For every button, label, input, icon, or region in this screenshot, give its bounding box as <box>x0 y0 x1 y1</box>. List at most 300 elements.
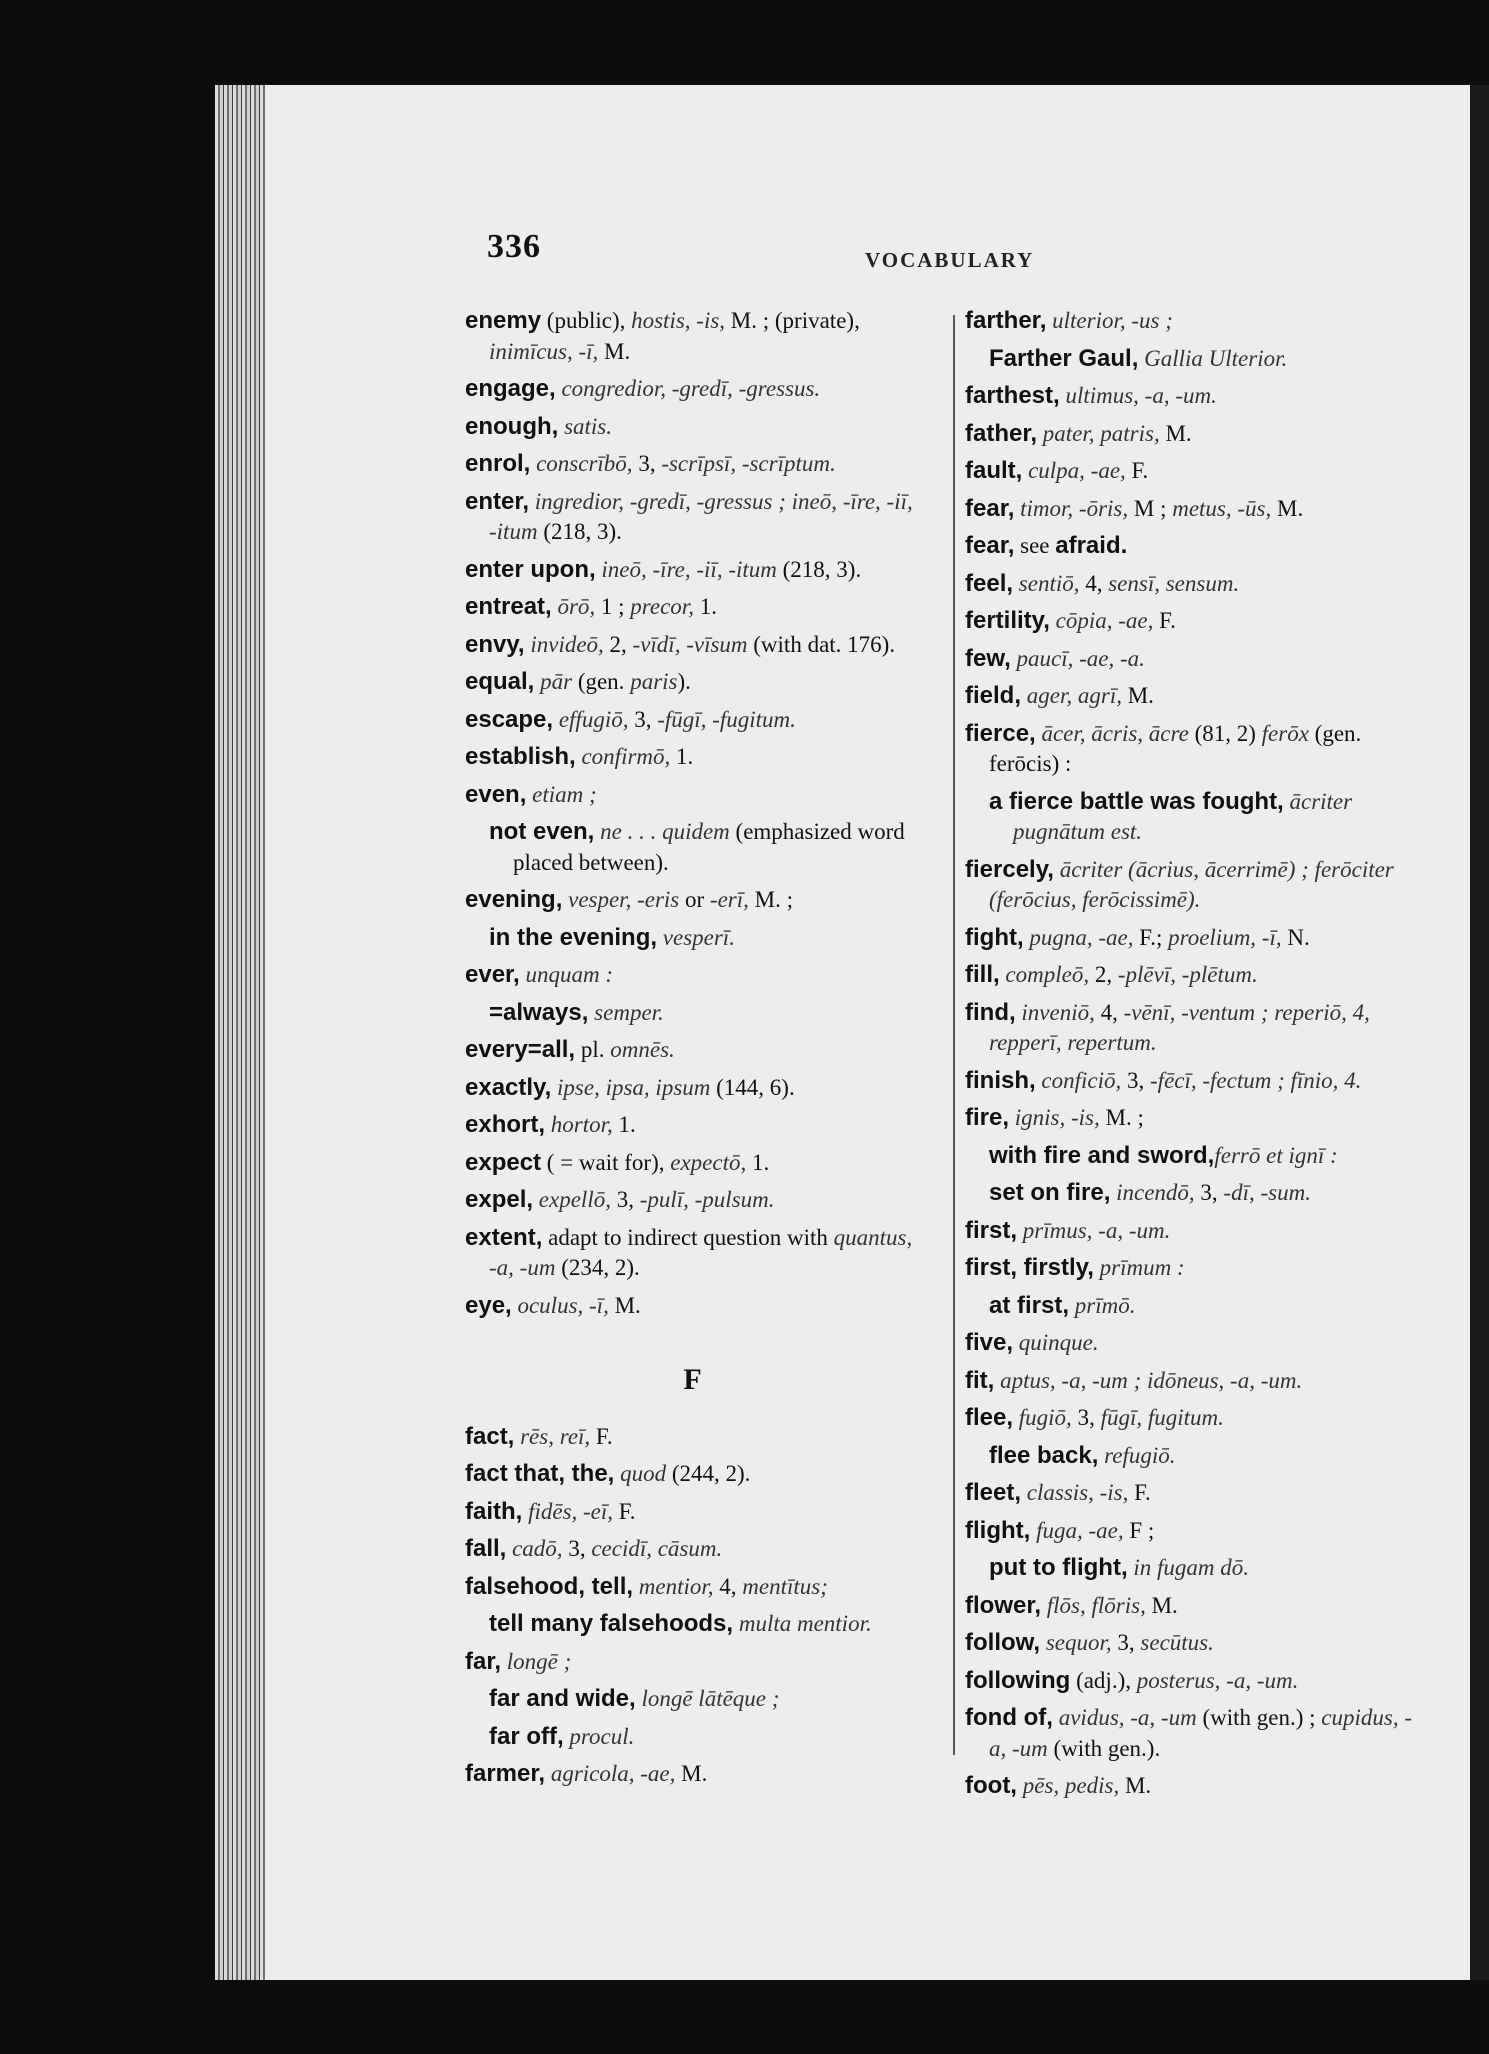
entry-text: M. <box>1145 1592 1178 1618</box>
entry-text: pl. <box>575 1037 611 1062</box>
entry-headword: fond of, <box>965 1704 1053 1731</box>
entry-text: ). <box>677 669 691 694</box>
entry-text: F ; <box>1123 1517 1155 1543</box>
entry-text: (144, 6). <box>710 1074 795 1100</box>
entry-latin: ulterior, -us ; <box>1052 308 1173 333</box>
entry-headword: fertility, <box>965 607 1050 634</box>
entry-latin: prīmum : <box>1099 1255 1185 1280</box>
vocab-entry <box>465 1609 920 1640</box>
entry-latin: quinque. <box>1018 1330 1099 1355</box>
entry-latin: hostis, -is, <box>631 308 726 333</box>
entry-headword: at first, <box>989 1291 1070 1319</box>
entry-headword: foot, <box>965 1772 1017 1799</box>
vocab-entry <box>465 1684 920 1715</box>
entry-text: M. <box>1119 1773 1152 1798</box>
entry-latin: ācriter (ācrius, ācerrimē) ; ferōciter (ferōcius, ferōcissimē). <box>989 856 1394 912</box>
entry-headword: farthest, <box>965 382 1060 409</box>
entry-text: 1. <box>693 594 717 619</box>
entry-headword: =always, <box>489 998 589 1026</box>
entry-latin: cadō, <box>512 1536 563 1561</box>
entry-headword: a fierce battle was fought, <box>989 787 1284 815</box>
entry-latin: fidēs, -eī, <box>528 1498 614 1524</box>
entry-headword: in the evening, <box>489 923 658 951</box>
entry-headword: expel, <box>465 1186 534 1213</box>
entry-latin: ignis, -is, <box>1014 1105 1100 1130</box>
vocab-entry <box>965 719 1420 780</box>
entry-headword: expect <box>465 1148 542 1176</box>
entry-latin: ager, agrī, <box>1026 683 1122 708</box>
entry-headword: finish, <box>965 1066 1036 1094</box>
entry-latin: expectō, <box>670 1149 747 1175</box>
vocab-entry <box>965 606 1420 637</box>
entry-headword: far off, <box>489 1722 564 1750</box>
vocab-entry <box>965 1253 1420 1284</box>
entry-headword: fall, <box>465 1535 507 1562</box>
entry-headword: fact that, the, <box>465 1460 615 1487</box>
vocab-entry <box>465 1073 920 1104</box>
entry-latin: fugiō, <box>1018 1405 1072 1430</box>
entry-headword: enrol, <box>465 450 531 477</box>
entry-latin: aptus, -a, -um ; idōneus, -a, -um. <box>1000 1367 1303 1393</box>
entry-headword: few, <box>965 644 1011 672</box>
entry-text: (adj.), <box>1070 1667 1137 1693</box>
vocab-entry <box>465 780 920 811</box>
entry-latin: fūgī, fugitum. <box>1100 1405 1224 1430</box>
entry-text: (81, 2) <box>1188 720 1262 746</box>
entry-latin: procul. <box>569 1723 635 1749</box>
entry-headword: fire, <box>965 1104 1010 1131</box>
entry-headword: father, <box>965 419 1038 447</box>
vocab-entry <box>465 960 920 991</box>
vocab-entry <box>965 855 1420 916</box>
vocab-entry <box>965 419 1420 450</box>
entry-latin: avidus, -a, -um <box>1058 1705 1197 1730</box>
entry-headword: exactly, <box>465 1073 552 1101</box>
entry-headword: envy, <box>465 630 525 658</box>
vocab-entry <box>465 1459 920 1490</box>
entry-text: 3, <box>632 451 662 476</box>
vocab-entry <box>965 1771 1420 1802</box>
entry-headword: faith, <box>465 1497 523 1525</box>
entry-headword: flight, <box>965 1516 1031 1544</box>
entry-latin: ingredior, -gredī, -gressus ; ineō, -īre, -iī, -itum <box>489 488 913 544</box>
entry-text: 3, <box>610 1187 640 1212</box>
entry-latin: -fūgī, -fugitum. <box>657 706 796 732</box>
vocab-entry <box>965 1703 1420 1764</box>
entry-text: 1. <box>612 1112 636 1137</box>
section-letter: F <box>683 1363 702 1396</box>
entry-headword: entreat, <box>465 593 552 620</box>
entry-headword: fill, <box>965 961 1000 988</box>
entry-text: 4, <box>1079 570 1109 596</box>
entry-headword: ever, <box>465 961 520 988</box>
entry-latin: ōrō, <box>557 594 596 619</box>
entry-headword: farther, <box>965 307 1047 334</box>
entry-headword: fault, <box>965 457 1023 484</box>
entry-text: (emphasized word placed between). <box>513 819 905 875</box>
entry-latin: rēs, reī, <box>520 1423 591 1449</box>
entry-text: F. <box>613 1498 636 1524</box>
entry-headword: eye, <box>465 1291 512 1319</box>
entry-text: 4, <box>1094 999 1124 1025</box>
entry-latin: etiam ; <box>532 781 597 807</box>
entry-latin: pār <box>540 669 573 694</box>
vocab-entry <box>965 381 1420 412</box>
entry-text: (234, 2). <box>555 1255 640 1280</box>
entry-text: M. <box>1271 495 1304 521</box>
vocab-entry <box>465 1722 920 1753</box>
vocab-entry <box>965 787 1420 848</box>
entry-text: see <box>1014 533 1056 558</box>
entry-headword: five, <box>965 1329 1014 1356</box>
entry-text: M. <box>1159 420 1192 446</box>
vocab-entry <box>465 412 920 443</box>
entry-headword: not even, <box>489 818 595 845</box>
entry-text: M. <box>1121 683 1154 708</box>
entry-text: M. ; <box>1099 1105 1144 1130</box>
vocab-entry <box>465 449 920 480</box>
entry-latin: -vēnī, -ventum ; reperiō, 4, repperī, repertum. <box>989 999 1370 1055</box>
entry-latin: pēs, pedis, <box>1022 1773 1120 1798</box>
entry-headword: enter, <box>465 487 530 515</box>
entry-xref: afraid. <box>1055 532 1128 559</box>
entry-text: (gen. <box>572 669 631 694</box>
vocab-entry <box>465 592 920 623</box>
entry-headword: following <box>965 1666 1071 1694</box>
entry-headword: first, firstly, <box>965 1254 1094 1281</box>
entry-text: 3, <box>1121 1067 1151 1093</box>
entry-text: (with dat. 176). <box>747 631 896 657</box>
entry-latin: congredior, -gredī, -gressus. <box>561 376 821 401</box>
entry-latin: -plēvī, -plētum. <box>1117 962 1258 987</box>
entry-text: (with gen.) ; <box>1196 1705 1322 1730</box>
entry-headword: equal, <box>465 668 535 695</box>
entry-headword: set on fire, <box>989 1179 1111 1206</box>
entry-text: F. <box>1125 458 1149 483</box>
vocab-entry <box>465 1110 920 1141</box>
entry-headword: flower, <box>965 1591 1042 1619</box>
entry-headword: evening, <box>465 886 563 913</box>
vocab-entry <box>965 344 1420 375</box>
entry-headword: exhort, <box>465 1111 546 1138</box>
vocab-entry <box>965 1291 1420 1322</box>
vocab-entry <box>965 1516 1420 1547</box>
entry-text: F. <box>1153 608 1176 633</box>
entry-latin: refugiō. <box>1104 1442 1176 1468</box>
entry-latin: flōs, flōris, <box>1046 1592 1146 1618</box>
entry-headword: fear, <box>965 494 1015 522</box>
entry-latin: longē lātēque ; <box>641 1686 780 1711</box>
entry-headword: first, <box>965 1216 1018 1244</box>
entry-text: 3, <box>1111 1630 1141 1655</box>
vocab-entry <box>965 1103 1420 1134</box>
entry-latin: invideō, <box>530 631 604 657</box>
entry-latin: incendō, <box>1116 1180 1195 1205</box>
vocab-entry <box>465 667 920 698</box>
vocab-entry <box>465 705 920 736</box>
entry-latin: paris <box>630 669 678 694</box>
vocab-entry <box>465 555 920 586</box>
entry-text: N. <box>1281 924 1310 950</box>
entry-headword: fiercely, <box>965 855 1054 883</box>
entry-latin: pater, patris, <box>1042 420 1160 446</box>
entry-latin: semper. <box>594 999 664 1025</box>
vocab-entry <box>465 1572 920 1603</box>
entry-latin: proelium, -ī, <box>1168 924 1282 950</box>
entry-headword: with fire and sword, <box>989 1141 1215 1169</box>
entry-latin: pugna, -ae, <box>1029 924 1134 950</box>
entry-latin: agricola, -ae, <box>550 1761 676 1786</box>
entry-text: (with gen.). <box>1047 1735 1161 1761</box>
vocab-entry <box>965 1553 1420 1584</box>
entry-headword: enter upon, <box>465 555 596 583</box>
vocab-entry <box>465 1497 920 1528</box>
vocab-entry <box>465 487 920 548</box>
entry-text: or <box>679 887 710 912</box>
entry-latin: quod <box>620 1461 667 1486</box>
entry-headword: flee back, <box>989 1441 1099 1469</box>
vocab-entry <box>465 998 920 1029</box>
entry-text: 1 ; <box>595 594 631 619</box>
entry-latin: ferōx <box>1261 720 1309 746</box>
entry-headword: put to flight, <box>989 1554 1128 1581</box>
vocab-entry <box>965 644 1420 675</box>
entry-headword: fear, <box>965 532 1015 559</box>
entry-text: M ; <box>1128 495 1173 521</box>
vocab-entry <box>965 923 1420 954</box>
entry-text: (gen. ferōcis) : <box>989 720 1362 776</box>
entry-headword: extent, <box>465 1223 543 1251</box>
page-number: 336 <box>487 228 541 265</box>
entry-headword: find, <box>965 998 1016 1026</box>
entry-latin: ne . . . quidem <box>600 819 730 844</box>
vocab-entry <box>465 1422 920 1453</box>
entry-text: 1. <box>670 744 694 769</box>
entry-latin: ferrō et ignī : <box>1214 1142 1338 1168</box>
entries-f-left <box>465 1422 920 1790</box>
entry-text: 4, <box>713 1573 743 1599</box>
entry-latin: inveniō, <box>1021 999 1095 1025</box>
entry-text: M. ; (private), <box>725 308 860 333</box>
vocab-entry <box>465 1291 920 1322</box>
vocab-entry <box>965 1141 1420 1172</box>
entry-text: M. <box>675 1761 708 1786</box>
entry-latin: -dī, -sum. <box>1223 1180 1311 1205</box>
entry-text: F.; <box>1133 924 1169 950</box>
vocab-entry <box>965 998 1420 1059</box>
vocab-entry <box>965 1403 1420 1434</box>
vocab-entry <box>465 1223 920 1284</box>
entry-text: 2, <box>603 631 633 657</box>
entry-headword: even, <box>465 780 527 808</box>
entry-headword: establish, <box>465 743 576 770</box>
entry-text: ( = wait for), <box>541 1149 671 1175</box>
vocab-entry <box>965 1666 1420 1697</box>
entry-latin: ipse, ipsa, ipsum <box>557 1074 711 1100</box>
entry-headword: flee, <box>965 1404 1014 1431</box>
vocab-entry <box>465 374 920 405</box>
entry-latin: prīmus, -a, -um. <box>1022 1217 1171 1243</box>
entry-latin: conscrībō, <box>536 451 633 476</box>
entry-latin: cupidus, -a, -um <box>989 1705 1412 1761</box>
entry-latin: secūtus. <box>1140 1630 1214 1655</box>
entry-latin: oculus, -ī, <box>517 1292 609 1318</box>
entry-latin: ācriter pugnātum est. <box>1013 788 1353 844</box>
entry-text: F. <box>1128 1480 1151 1505</box>
vocab-entry <box>965 569 1420 600</box>
entry-latin: precor, <box>630 594 694 619</box>
entry-text: M. <box>598 338 631 364</box>
vocab-entry <box>965 494 1420 525</box>
entry-text: (public), <box>541 308 632 333</box>
entry-latin: inimīcus, -ī, <box>489 338 599 364</box>
entry-latin: sequor, <box>1045 1630 1112 1655</box>
vocab-entry <box>465 1185 920 1216</box>
entries-e <box>465 306 920 1321</box>
entry-headword: far and wide, <box>489 1685 636 1712</box>
entry-text: 3, <box>1194 1180 1224 1205</box>
vocab-entry <box>965 1066 1420 1097</box>
entry-latin: -erī, <box>709 887 749 912</box>
entry-latin: unquam : <box>525 962 614 987</box>
entry-latin: timor, -ōris, <box>1020 495 1129 521</box>
entry-latin: confirmō, <box>581 744 671 769</box>
vocab-entry <box>965 1478 1420 1509</box>
entry-headword: every=all, <box>465 1036 576 1063</box>
entry-headword: feel, <box>965 569 1014 597</box>
vocab-entry <box>465 1534 920 1565</box>
entry-text: 3, <box>1071 1405 1101 1430</box>
vocab-entry <box>465 306 920 367</box>
entry-headword: fact, <box>465 1422 515 1450</box>
entry-latin: Gallia Ulterior. <box>1144 345 1288 371</box>
entry-latin: metus, -ūs, <box>1172 495 1272 521</box>
entry-latin: vesper, -eris <box>568 887 680 912</box>
entry-latin: mentītus; <box>742 1573 828 1599</box>
entries-f-right <box>965 306 1420 1802</box>
book-spine <box>215 85 270 1980</box>
entry-text: (218, 3). <box>537 519 622 544</box>
entry-latin: paucī, -ae, -a. <box>1016 645 1145 671</box>
vocab-entry <box>965 1441 1420 1472</box>
entry-headword: engage, <box>465 375 556 402</box>
entry-latin: longē ; <box>506 1648 572 1674</box>
entry-headword: tell many falsehoods, <box>489 1610 734 1637</box>
entry-text: F. <box>590 1423 613 1449</box>
vocab-entry <box>965 1628 1420 1659</box>
entry-headword: enough, <box>465 412 559 440</box>
entry-latin: expellō, <box>538 1187 611 1212</box>
column-divider <box>953 315 955 1755</box>
entry-headword: field, <box>965 682 1022 709</box>
vocab-entry <box>965 681 1420 712</box>
entry-latin: culpa, -ae, <box>1028 458 1126 483</box>
entry-text: 3, <box>628 706 658 732</box>
entry-latin: -scrīpsī, -scrīptum. <box>661 451 836 476</box>
entry-latin: satis. <box>564 413 613 439</box>
entry-headword: fight, <box>965 923 1024 951</box>
entry-text: 2, <box>1089 962 1118 987</box>
vocab-entry <box>965 306 1420 337</box>
entry-latin: sentiō, <box>1018 570 1080 596</box>
entry-latin: hortor, <box>550 1112 613 1137</box>
entry-latin: ineō, -īre, -iī, -itum <box>601 556 777 582</box>
entry-headword: far, <box>465 1647 502 1675</box>
entry-latin: classis, -is, <box>1026 1480 1129 1505</box>
vocab-entry <box>965 1591 1420 1622</box>
entry-headword: follow, <box>965 1629 1041 1656</box>
entry-text: (218, 3). <box>776 556 862 582</box>
vocab-entry <box>465 1759 920 1790</box>
page-title: VOCABULARY <box>865 248 1035 272</box>
entry-latin: compleō, <box>1005 962 1090 987</box>
entry-latin: -fēcī, -fectum ; fīnio, 4. <box>1150 1067 1362 1093</box>
vocab-entry <box>965 960 1420 991</box>
vocab-entry <box>465 885 920 916</box>
vocab-entry <box>465 817 920 878</box>
entry-text: 3, <box>562 1536 592 1561</box>
entry-headword: farmer, <box>465 1760 546 1787</box>
entry-latin: mentior, <box>638 1573 714 1599</box>
vocab-entry <box>465 923 920 954</box>
entry-headword: fierce, <box>965 719 1036 747</box>
entry-latin: cecidī, cāsum. <box>591 1536 723 1561</box>
vocab-entry <box>465 630 920 661</box>
vocab-entry <box>465 742 920 773</box>
entry-latin: conficiō, <box>1041 1067 1122 1093</box>
entry-latin: -vīdī, -vīsum <box>632 631 748 657</box>
page-right-edge <box>1470 85 1489 1980</box>
entry-latin: effugiō, <box>558 706 629 732</box>
entry-latin: ultimus, -a, -um. <box>1065 383 1217 408</box>
entry-latin: in fugam dō. <box>1133 1555 1249 1580</box>
vocab-entry <box>465 1148 920 1179</box>
entry-latin: sensī, sensum. <box>1108 570 1240 596</box>
entry-latin: prīmō. <box>1074 1292 1136 1318</box>
entry-latin: omnēs. <box>610 1037 675 1062</box>
entry-text: (244, 2). <box>666 1461 751 1486</box>
entry-latin: ācer, ācris, ācre <box>1041 720 1189 746</box>
entry-text: adapt to indirect question with <box>542 1224 834 1250</box>
right-column <box>965 306 1420 1809</box>
entry-latin: quantus, -a, -um <box>489 1224 913 1280</box>
entry-text: M. ; <box>748 887 793 912</box>
entry-headword: escape, <box>465 705 554 733</box>
entry-latin: -pulī, -pulsum. <box>639 1187 775 1212</box>
vocab-entry <box>965 1366 1420 1397</box>
entry-headword: falsehood, tell, <box>465 1572 634 1600</box>
entry-headword: enemy <box>465 307 542 334</box>
entry-latin: cōpia, -ae, <box>1055 608 1154 633</box>
entry-latin: posterus, -a, -um. <box>1136 1667 1299 1693</box>
vocab-entry <box>965 1178 1420 1209</box>
entry-headword: fit, <box>965 1366 995 1394</box>
entry-text: 1. <box>746 1149 770 1175</box>
entry-headword: fleet, <box>965 1479 1022 1506</box>
vocab-entry <box>965 1328 1420 1359</box>
vocab-entry <box>465 1647 920 1678</box>
entry-latin: multa mentior. <box>738 1611 872 1636</box>
vocab-entry <box>965 531 1420 562</box>
left-column <box>465 306 920 1797</box>
entry-headword: Farther Gaul, <box>989 344 1139 372</box>
vocab-entry <box>965 1216 1420 1247</box>
entry-latin: vesperī. <box>662 924 735 950</box>
vocab-entry <box>965 456 1420 487</box>
vocab-entry <box>465 1035 920 1066</box>
entry-text: M. <box>608 1292 641 1318</box>
entry-latin: fuga, -ae, <box>1036 1517 1124 1543</box>
